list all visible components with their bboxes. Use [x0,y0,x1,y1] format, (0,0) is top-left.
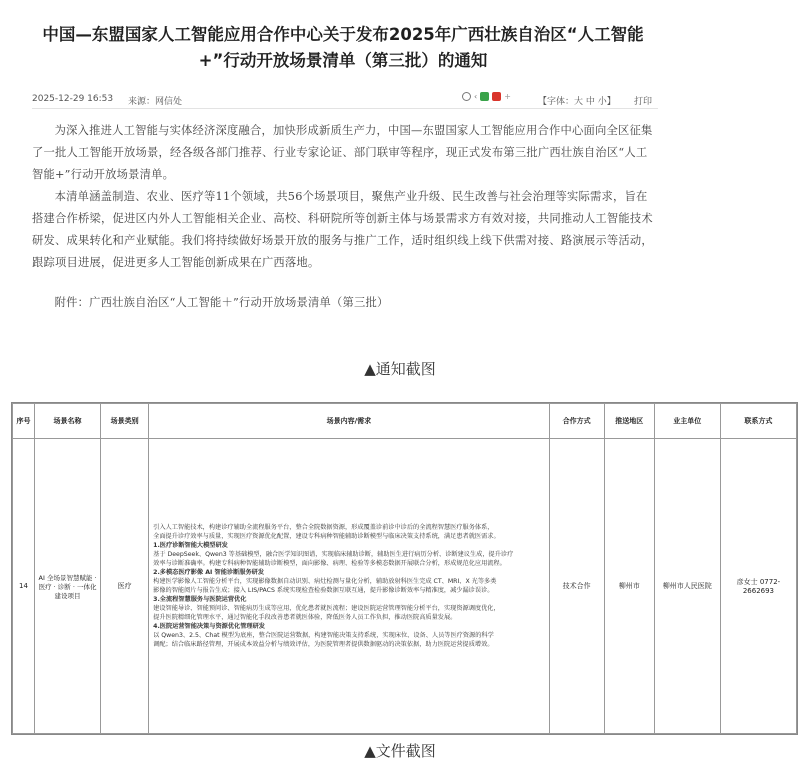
paragraph-2: 本清单涵盖制造、农业、医疗等11个领域，共56个场景项目，聚焦产业升级、民生改善与社会治理等实际需求，旨在搭建合作桥梁，促进区内外人工智能相关企业、高校、科研院所等创新主体与场景需求方有效对接，共同推动人工智能技术研发、成果转化和产业赋能。我们将持续做好场景开放的服务与推广工作，适时组织线上线下供需对接、路演展示等活动，跟踪项目进展，促进更多人工智能创新成果在广西落地。 [32,190,653,269]
meta-row [32,92,658,109]
cell-category: 医疗 [101,439,149,734]
share-arrow-icon[interactable]: ‹ [474,92,478,101]
content-line: 建设智能导诊、智能预问诊、智能病历生成等应用，优化患者就医流程；建设医院运营管理智能分析平台，实现资源调度优化， [153,605,500,612]
table-header-row [13,404,797,439]
cell-content [149,439,550,734]
notice-body [32,120,658,314]
content-line: 全面提升诊疗效率与质量，实现医疗资源优化配置，建设专科病种智能辅助诊断模型与临床决策支持系统，满足患者就医需求。 [153,533,500,540]
header-region: 推送地区 [604,404,654,439]
weibo-icon[interactable] [492,92,501,101]
content-lines [153,523,545,649]
header-content: 场景内容/需求 [149,404,550,439]
cell-index: 14 [13,439,35,734]
content-heading: 4.医院运营智能决策与资源优化管理研发 [153,623,265,630]
scene-table [12,403,797,734]
header-category: 场景类别 [101,404,149,439]
content-line: 引入人工智能技术，构建诊疗辅助全流程服务平台，整合全院数据资源，形成覆盖诊前诊中诊后的全流程智慧医疗服务体系， [153,524,494,531]
header-name: 场景名称 [35,404,101,439]
header-owner: 业主单位 [654,404,720,439]
plus-icon[interactable]: + [504,92,511,101]
content-line: 构建医学影像人工智能分析平台，实现影像数据自动识别、病灶检测与量化分析，辅助放射科医生完成 CT、MRI、X 光等多类 [153,578,497,585]
header-contact: 联系方式 [720,404,796,439]
notice-title: 中国—东盟国家人工智能应用合作中心关于发布2025年广西壮族自治区“人工智能+”行动开放场景清单（第三批）的通知 [42,25,644,70]
content-line: 影像的智能阅片与报告生成；接入 LIS/PACS 系统实现检查检验数据互联互通，提升影像诊断效率与精准度，减少漏诊误诊。 [153,587,494,594]
file-caption: ▲文件截图 [364,742,436,760]
attachment-link[interactable]: 附件：广西壮族自治区“人工智能＋”行动开放场景清单（第三批） [54,296,389,309]
wechat-icon[interactable] [480,92,489,101]
content-line: 调配；结合临床路径管理，开展成本效益分析与绩效评估，为医院管理者提供数据驱动的决策依据，助力医院运营提质增效。 [153,641,494,648]
content-heading: 3.全流程智慧服务与医院运营优化 [153,596,247,603]
file-screenshot [11,402,798,735]
font-size-control[interactable]: 【字体：大 中 小】 [538,97,616,107]
share-icon[interactable] [462,92,471,101]
content-heading: 2.多模态医疗影像 AI 智能诊断服务研发 [153,569,265,576]
content-line: 提升医院精细化管理水平，通过智能化手段改善患者就医体验，降低医务人员工作负担，推动医院高质量发展。 [153,614,457,621]
content-heading: 1.医疗诊断智能大模型研发 [153,542,228,549]
paragraph-1: 为深入推进人工智能与实体经济深度融合，加快形成新质生产力，中国—东盟国家人工智能应用合作中心面向全区征集了一批人工智能开放场景，经各级各部门推荐、行业专家论证、部门联审等程序，现正式发布第三批广西壮族自治区“人工智能+”行动开放场景清单。 [32,124,653,181]
header-cooperation: 合作方式 [549,404,604,439]
cell-owner: 柳州市人民医院 [654,439,720,734]
source-label: 来源：网信处 [128,97,183,107]
cell-cooperation: 技术合作 [549,439,604,734]
cell-region: 柳州市 [604,439,654,734]
notice-screenshot [28,22,658,338]
content-line: 效率与诊断准确率。构建专科病种智能辅助诊断模型，面向影像、病理、检验等多模态数据开展联合分析，形成规范化应用流程。 [153,560,506,567]
content-line: 以 Qwen3、2.5、Chat 模型为底座，整合医院运营数据，构建智能决策支持系统，实现床位、设备、人员等医疗资源的科学 [153,632,494,639]
print-link[interactable]: 打印 [633,97,652,107]
share-bar [462,92,511,101]
content-line: 基于 DeepSeek、Qwen3 等基础模型，融合医学知识图谱，实现临床辅助诊断，辅助医生进行病历分析、诊断建议生成，提升诊疗 [153,551,514,558]
cell-name: AI 全场景智慧赋能 · 医疗 · 诊断 · 一体化建设项目 [35,439,101,734]
publish-date: 2025-12-29 16:53 [32,94,114,104]
table-row [13,439,797,734]
notice-caption: ▲通知截图 [364,360,436,378]
header-index: 序号 [13,404,35,439]
cell-contact: 彦女士 0772-2662693 [720,439,796,734]
